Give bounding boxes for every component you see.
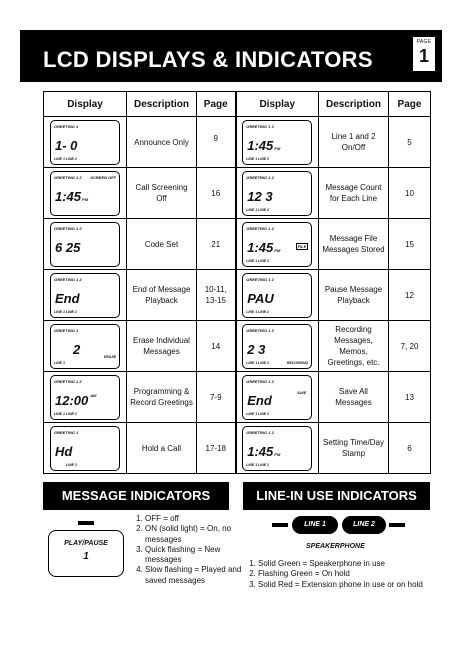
page-cell: 9 (197, 117, 236, 168)
page-cell: 6 (389, 423, 431, 474)
lcd-display (50, 426, 120, 471)
display-cell (236, 372, 319, 423)
page-cell: 12 (389, 270, 431, 321)
lcd-display (242, 222, 312, 267)
display-cell (236, 423, 319, 474)
line-indicator-list (244, 559, 434, 590)
lcd-greeting: GREETING 1 2 (54, 225, 82, 231)
lcd-main: 12 3 (247, 188, 273, 204)
lcd-erase-indicator: ERASE (103, 354, 116, 359)
description-cell: Message Count for Each Line (319, 168, 389, 219)
lcd-main (55, 189, 88, 204)
lcd-screen-off: SCREEN OFF (90, 174, 116, 180)
line2-led-icon (389, 523, 405, 527)
header-description: Description (319, 92, 389, 117)
lcd-greeting: GREETING 1 2 (54, 174, 82, 180)
lcd-greeting: GREETING 1 2 (246, 327, 274, 333)
play-pause-button (48, 530, 124, 577)
lcd-save-indicator: SAVE (296, 390, 307, 395)
lcd-main: End (247, 392, 272, 408)
lcd-lines: LINE 1 LINE 2 (246, 258, 270, 263)
lcd-table (43, 91, 431, 474)
lcd-lines: LINE 1 LINE 2 (246, 309, 270, 314)
lcd-display (50, 273, 120, 318)
description-cell: Pause Message Playback (319, 270, 389, 321)
display-cell (236, 117, 319, 168)
display-cell (44, 423, 127, 474)
lcd-main (247, 240, 280, 255)
speakerphone-label: SPEAKERPHONE (306, 543, 365, 550)
message-led-icon (78, 521, 94, 525)
message-indicator-list (131, 514, 243, 586)
lcd-display (50, 120, 120, 165)
page-header (20, 30, 442, 82)
display-cell (44, 168, 127, 219)
header-display: Display (236, 92, 319, 117)
display-cell (44, 270, 127, 321)
message-indicators-title: MESSAGE INDICATORS (43, 482, 229, 510)
display-cell (44, 117, 127, 168)
lcd-display (242, 120, 312, 165)
lcd-main (247, 444, 280, 459)
list-item: 3. Solid Red = Extension phone in use or on hold (258, 580, 434, 590)
line1-led-icon (272, 523, 288, 527)
lcd-main: 6 25 (55, 239, 81, 255)
lcd-main: 1- 0 (55, 137, 78, 153)
page-label: PAGE (416, 39, 432, 45)
description-cell: Erase Individual Messages (127, 321, 197, 372)
display-cell (44, 321, 127, 372)
lcd-display (242, 324, 312, 369)
display-cell (236, 168, 319, 219)
list-item: 4. Slow flashing = Played and saved messages (145, 565, 243, 586)
lcd-lines: LINE 1 LINE 2 (246, 411, 270, 416)
list-item: 2. Flashing Green = On hold (258, 569, 434, 579)
lcd-greeting: GREETING 1 2 (246, 225, 274, 231)
lcd-main: 2 (73, 341, 81, 357)
list-item: 1. Solid Green = Speakerphone in use (258, 559, 434, 569)
page-cell: 13 (389, 372, 431, 423)
lcd-lines: LINE 1 LINE 2 (54, 411, 77, 416)
lcd-lines: LINE 1 LINE 2 (246, 462, 270, 467)
lcd-time: 12:00 (55, 392, 89, 408)
lcd-greeting: GREETING 1 2 (54, 276, 82, 282)
lcd-lines: LINE 1 (54, 360, 65, 365)
page-cell: 10 (389, 168, 431, 219)
lcd-main: End (55, 290, 80, 306)
line-in-use-title: LINE-IN USE INDICATORS (243, 482, 430, 510)
table-row (44, 423, 431, 474)
lcd-lines: LINE 1 LINE 2 (54, 309, 77, 314)
lcd-main (247, 138, 280, 153)
lcd-greeting: GREETING 1 (54, 429, 79, 435)
page-cell: 5 (389, 117, 431, 168)
page-cell: 15 (389, 219, 431, 270)
description-cell: Programming & Record Greetings (127, 372, 197, 423)
page-cell: 21 (197, 219, 236, 270)
lcd-display (242, 171, 312, 216)
lcd-greeting: GREETING 1 (54, 327, 79, 333)
lcd-main: 2 3 (247, 341, 266, 357)
lcd-main: PAU (247, 290, 274, 306)
lcd-file-indicator: FILE (297, 243, 307, 249)
line2-button: LINE 2 (342, 516, 386, 534)
display-cell (236, 219, 319, 270)
page-cell: 14 (197, 321, 236, 372)
lcd-time: 1:45 (247, 239, 274, 255)
description-cell: Setting Time/Day Stamp (319, 423, 389, 474)
page-title: LCD DISPLAYS & INDICATORS (43, 47, 373, 72)
lcd-pm: PM (82, 196, 89, 202)
table-row (44, 270, 431, 321)
lcd-display (242, 426, 312, 471)
lcd-greeting: GREETING 1 2 (246, 429, 274, 435)
lcd-greeting: GREETING 1 2 (246, 123, 274, 129)
table-row (44, 372, 431, 423)
description-cell: Hold a Call (127, 423, 197, 474)
header-description: Description (127, 92, 197, 117)
lcd-lines: LINE 2 (66, 462, 77, 467)
header-display: Display (44, 92, 127, 117)
page-cell: 16 (197, 168, 236, 219)
list-item: 1. OFF = off (145, 514, 243, 524)
lcd-display (242, 273, 312, 318)
lcd-greeting: GREETING 1 2 (246, 276, 274, 282)
description-cell: End of Message Playback (127, 270, 197, 321)
display-cell (44, 219, 127, 270)
list-item: 3. Quick flashing = New messages (145, 545, 243, 566)
table-row (44, 321, 431, 372)
lcd-main (55, 393, 96, 408)
description-cell: Call Screening Off (127, 168, 197, 219)
lcd-lines: LINE 1 LINE 2 (54, 156, 77, 161)
description-cell: Announce Only (127, 117, 197, 168)
lcd-time: 1:45 (247, 137, 274, 153)
description-cell: Code Set (127, 219, 197, 270)
display-cell (44, 372, 127, 423)
lcd-display (50, 222, 120, 267)
list-item: 2. ON (solid light) = On, no messages (145, 524, 243, 545)
header-page: Page (197, 92, 236, 117)
table-header-row (44, 92, 431, 117)
lcd-am: AM (90, 392, 97, 398)
display-cell (236, 270, 319, 321)
lcd-greeting: GREETING 1 2 (246, 174, 274, 180)
lcd-greeting: GREETING 1 (54, 123, 79, 129)
lcd-display (50, 171, 120, 216)
page-cell: 7-9 (197, 372, 236, 423)
page-cell: 17-18 (197, 423, 236, 474)
play-pause-number: 1 (83, 551, 89, 562)
lcd-pm: PM (274, 145, 281, 151)
lcd-display (50, 375, 120, 420)
lcd-lines: LINE 1 LINE 2 (246, 360, 270, 365)
lcd-display (50, 324, 120, 369)
lcd-pm: PM (274, 247, 281, 253)
lcd-lines: LINE 1 LINE 2 (246, 207, 270, 212)
description-cell: Message File Messages Stored (319, 219, 389, 270)
table-row (44, 168, 431, 219)
table-row (44, 219, 431, 270)
description-cell: Save All Messages (319, 372, 389, 423)
lcd-time: 1:45 (247, 443, 274, 459)
lcd-recording-indicator: RECORDING (286, 360, 309, 365)
lcd-pm: PM (274, 451, 281, 457)
page-cell: 10-11, 13-15 (197, 270, 236, 321)
line1-button: LINE 1 (292, 516, 338, 534)
lcd-time: 1:45 (55, 188, 82, 204)
description-cell: Line 1 and 2 On/Off (319, 117, 389, 168)
page-number-box (412, 36, 436, 72)
header-page: Page (389, 92, 431, 117)
display-cell (236, 321, 319, 372)
page-number: 1 (418, 46, 429, 66)
lcd-main: Hd (55, 443, 73, 459)
lcd-greeting: GREETING 1 2 (246, 378, 274, 384)
play-pause-label: PLAY/PAUSE (64, 540, 108, 547)
description-cell: Recording Messages, Memos, Greetings, etc. (319, 321, 389, 372)
lcd-display (242, 375, 312, 420)
table-row (44, 117, 431, 168)
page-cell: 7, 20 (389, 321, 431, 372)
lcd-lines: LINE 1 LINE 2 (246, 156, 270, 161)
lcd-greeting: GREETING 1 2 (54, 378, 82, 384)
